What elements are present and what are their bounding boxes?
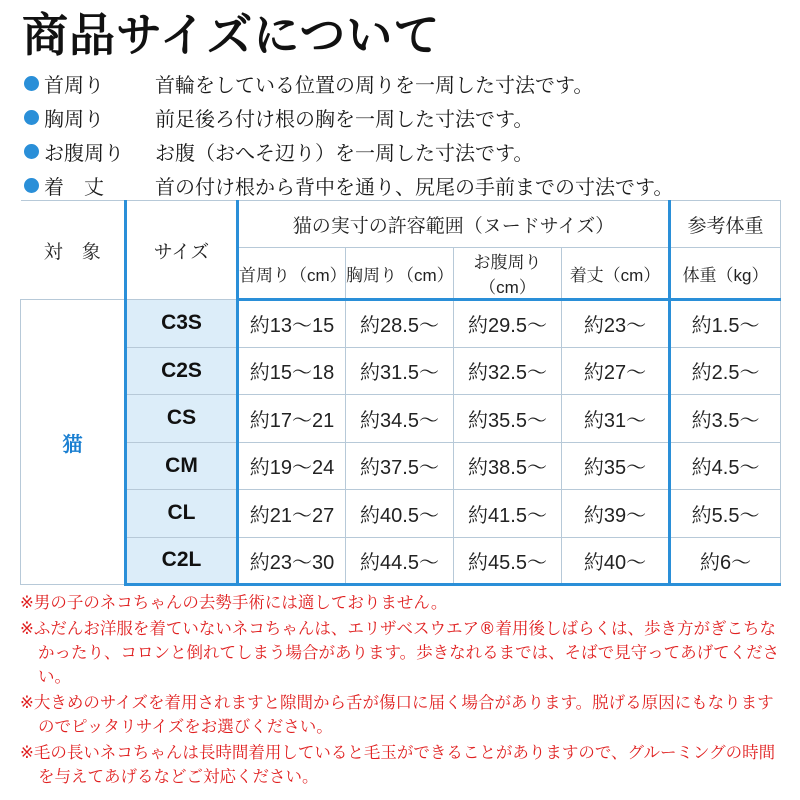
definition-term: 胸周り — [44, 106, 104, 131]
chest-cell: 約31.5～ — [346, 347, 454, 395]
definition-term: 首周り — [44, 72, 104, 97]
table-row — [21, 347, 781, 395]
weight-cell: 約3.5～ — [670, 395, 781, 443]
neck-cell: 約13～15 — [238, 300, 346, 348]
neck-cell: 約23～30 — [238, 537, 346, 585]
definition-desc: 前足後ろ付け根の胸を一周した寸法です。 — [155, 106, 534, 131]
table-row — [21, 395, 781, 443]
belly-cell: 約41.5～ — [454, 490, 562, 538]
definition-desc: 首輪をしている位置の周りを一周した寸法です。 — [155, 72, 594, 97]
definition-item — [24, 134, 794, 168]
belly-cell: 約29.5～ — [454, 300, 562, 348]
bullet-dot-icon — [24, 110, 39, 125]
size-cell: CL — [126, 490, 238, 538]
definition-desc: 首の付け根から背中を通り、尻尾の手前までの寸法です。 — [155, 174, 674, 199]
table-row — [21, 537, 781, 585]
length-cell: 約27～ — [562, 347, 670, 395]
header-target: 対 象 — [21, 201, 126, 300]
neck-cell: 約21～27 — [238, 490, 346, 538]
size-table — [20, 200, 781, 586]
weight-cell: 約6～ — [670, 537, 781, 585]
note-item: ※男の子のネコちゃんの去勢手術には適しておりません。 — [20, 593, 448, 612]
bullet-dot-icon — [24, 144, 39, 159]
header-range-group: 猫の実寸の許容範囲（ヌードサイズ） — [238, 201, 670, 248]
weight-cell: 約1.5～ — [670, 300, 781, 348]
table-row — [21, 442, 781, 490]
definition-list — [24, 66, 794, 202]
note-item: ※毛の長いネコちゃんは長時間着用していると毛玉ができることがありますので、グルーミングの時間を与えてあげるなどご対応ください。 — [20, 743, 776, 786]
neck-cell: 約15～18 — [238, 347, 346, 395]
weight-cell: 約4.5～ — [670, 442, 781, 490]
definition-term: 着 丈 — [44, 174, 104, 199]
chest-cell: 約44.5～ — [346, 537, 454, 585]
definition-item — [24, 100, 794, 134]
weight-cell: 約2.5～ — [670, 347, 781, 395]
definition-term: お腹周り — [44, 140, 124, 165]
table-row — [21, 300, 781, 348]
header-chest: 胸周り（cm） — [346, 248, 454, 300]
header-size: サイズ — [126, 201, 238, 300]
definition-desc: お腹（おへそ辺り）を一周した寸法です。 — [155, 140, 534, 165]
definition-item — [24, 168, 794, 202]
length-cell: 約31～ — [562, 395, 670, 443]
belly-cell: 約35.5～ — [454, 395, 562, 443]
length-cell: 約35～ — [562, 442, 670, 490]
header-ref-group: 参考体重 — [670, 201, 781, 248]
size-cell: CS — [126, 395, 238, 443]
size-cell: CM — [126, 442, 238, 490]
length-cell: 約40～ — [562, 537, 670, 585]
note-item: ※ふだんお洋服を着ていないネコちゃんは、エリザベスウエア®着用後しばらくは、歩き方がぎこちなかったり、コロンと倒れてしまう場合があります。歩きなれるまでは、そばで見守ってあげてください。 — [20, 619, 780, 686]
weight-cell: 約5.5～ — [670, 490, 781, 538]
length-cell: 約39～ — [562, 490, 670, 538]
note-item: ※大きめのサイズを着用されますと隙間から舌が傷口に届く場合があります。脱げる原因にもなりますのでピッタリサイズをお選びください。 — [20, 693, 774, 736]
table-row — [21, 490, 781, 538]
neck-cell: 約17～21 — [238, 395, 346, 443]
header-weight: 体重（kg） — [670, 248, 781, 300]
page-title: 商品サイズについて — [22, 8, 441, 62]
size-cell: C2L — [126, 537, 238, 585]
size-cell: C2S — [126, 347, 238, 395]
chest-cell: 約34.5～ — [346, 395, 454, 443]
header-length: 着丈（cm） — [562, 248, 670, 300]
header-neck: 首周り（cm） — [238, 248, 346, 300]
chest-cell: 約37.5～ — [346, 442, 454, 490]
chest-cell: 約40.5～ — [346, 490, 454, 538]
bullet-dot-icon — [24, 178, 39, 193]
size-cell: C3S — [126, 300, 238, 348]
bullet-dot-icon — [24, 76, 39, 91]
chest-cell: 約28.5～ — [346, 300, 454, 348]
neck-cell: 約19～24 — [238, 442, 346, 490]
category-cell: 猫 — [21, 300, 126, 585]
definition-item — [24, 66, 794, 100]
header-belly: お腹周り（cm） — [454, 248, 562, 300]
belly-cell: 約32.5～ — [454, 347, 562, 395]
notes-section — [20, 591, 788, 791]
belly-cell: 約45.5～ — [454, 537, 562, 585]
belly-cell: 約38.5～ — [454, 442, 562, 490]
length-cell: 約23～ — [562, 300, 670, 348]
